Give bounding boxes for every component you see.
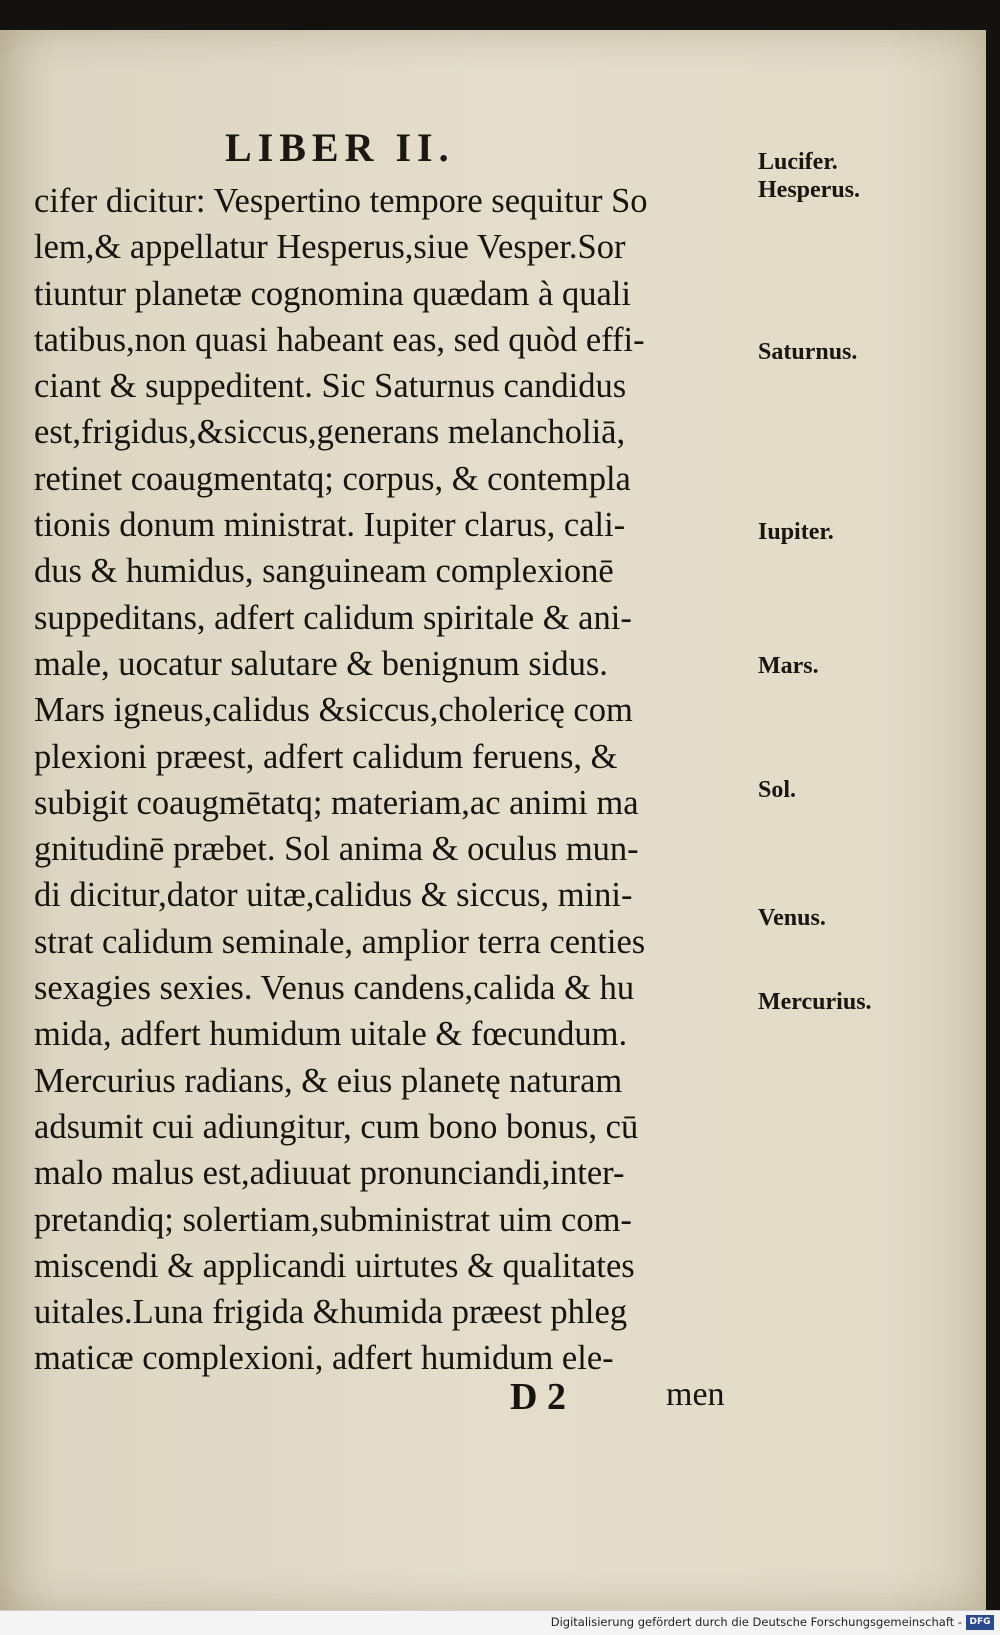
body-text xyxy=(34,178,749,1382)
marginal-note-mercurius: Mercurius. xyxy=(758,989,872,1015)
text-line: cifer dicitur: Vespertino tempore sequitur So xyxy=(34,182,648,220)
running-head: LIBER II. xyxy=(225,125,455,170)
text-line: plexioni præest, adfert calidum feruens, & xyxy=(34,737,618,776)
dfg-logo-icon: DFG xyxy=(966,1615,994,1630)
footer-bar xyxy=(0,1610,1000,1635)
text-line: malo malus est,adiuuat pronunciandi,inter- xyxy=(34,1154,625,1193)
text-line: male, uocatur salutare & benignum sidus. xyxy=(34,644,608,683)
text-line: pretandiq; solertiam,subministrat uim com- xyxy=(34,1200,632,1239)
text-line: lem,& appellatur Hesperus,siue Vesper.Sor xyxy=(34,228,626,267)
text-line: retinet coaugmentatq; corpus, & contempla xyxy=(34,459,631,498)
text-line: ciant & suppeditent. Sic Saturnus candidus xyxy=(34,367,627,406)
signature-mark: D 2 xyxy=(510,1376,566,1418)
text-line: tiuntur planetæ cognomina quædam à quali xyxy=(34,274,631,313)
text-line: Mars igneus,calidus &siccus,cholericę com xyxy=(34,691,633,730)
marginal-note-iupiter: Iupiter. xyxy=(758,519,834,545)
text-line: maticæ complexioni, adfert humidum ele- xyxy=(34,1339,614,1378)
marginal-note-mars: Mars. xyxy=(758,653,819,679)
marginal-note-saturnus: Saturnus. xyxy=(758,339,858,365)
text-line: tatibus,non quasi habeant eas, sed quòd effi- xyxy=(34,320,645,359)
text-line: tionis donum ministrat. Iupiter clarus, cali- xyxy=(34,506,626,545)
text-line: dus & humidus, sanguineam complexionē xyxy=(34,552,614,591)
text-line: est,frigidus,&siccus,generans melancholiā, xyxy=(34,413,626,452)
text-line: suppeditans, adfert calidum spiritale & ani- xyxy=(34,598,632,637)
text-line: di dicitur,dator uitæ,calidus & siccus, mini- xyxy=(34,876,633,915)
marginal-note-sol: Sol. xyxy=(758,777,797,803)
marginal-note-venus: Venus. xyxy=(758,905,826,931)
text-line: miscendi & applicandi uirtutes & qualitates xyxy=(34,1246,635,1285)
marginal-note-lucifer: Lucifer. xyxy=(758,149,838,175)
catchword: men xyxy=(666,1376,725,1413)
text-line: mida, adfert humidum uitale & fœcundum. xyxy=(34,1015,628,1054)
text-line: adsumit cui adiungitur, cum bono bonus, cū xyxy=(34,1107,639,1146)
marginal-note-hesperus: Hesperus. xyxy=(758,177,860,203)
text-line: sexagies sexies. Venus candens,calida & hu xyxy=(34,969,635,1008)
text-line: gnitudinē præbet. Sol anima & oculus mun- xyxy=(34,830,639,869)
text-line: strat calidum seminale, amplior terra centies xyxy=(34,922,646,961)
funding-credit: Digitalisierung gefördert durch die Deutsche Forschungsgemeinschaft - xyxy=(550,1615,962,1629)
text-line: Mercurius radians, & eius planetę naturam xyxy=(34,1061,623,1100)
text-line: subigit coaugmētatq; materiam,ac animi ma xyxy=(34,783,639,822)
text-line: uitales.Luna frigida &humida præest phleg xyxy=(34,1293,628,1332)
book-page xyxy=(0,30,986,1610)
